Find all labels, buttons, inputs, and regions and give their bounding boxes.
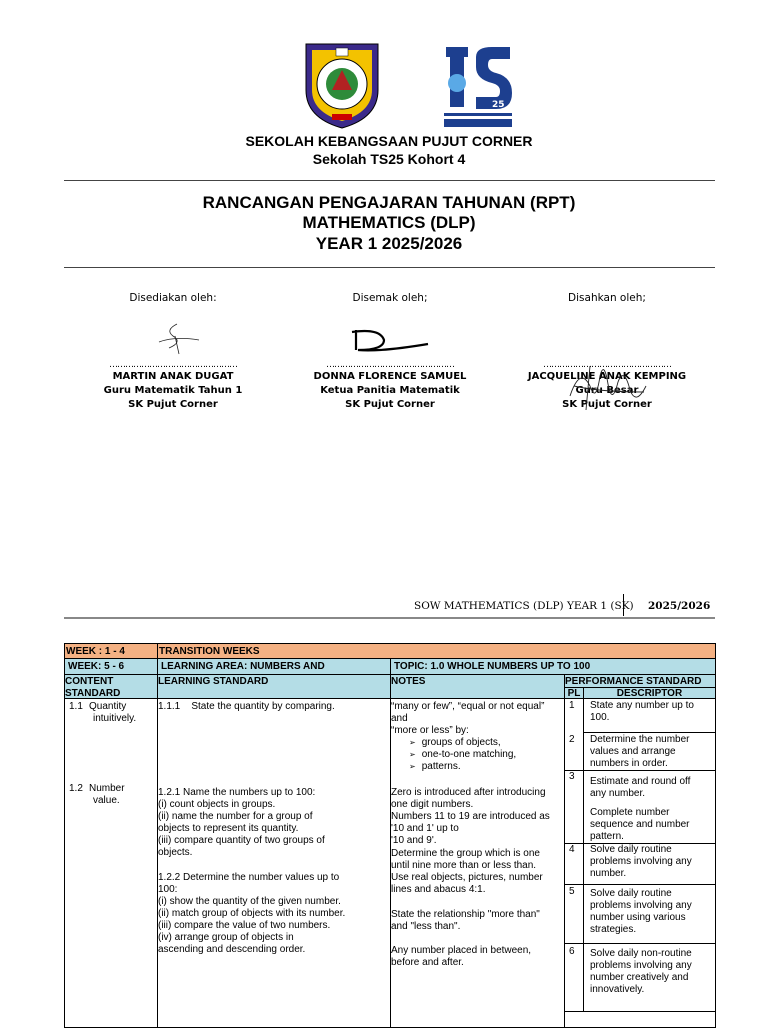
content-standard-line: value. — [93, 795, 120, 806]
descriptor-line: innovatively. — [590, 984, 645, 995]
signature-dots: ………………………………………… — [109, 360, 237, 370]
pl-row-divider — [564, 943, 716, 944]
signature-name: JACQUELINE ANAK KEMPING — [527, 371, 687, 382]
signature-position: Guru Besar — [575, 385, 639, 396]
learning-standard-line: (i) count objects in groups. — [158, 799, 276, 810]
notes-line: Numbers 11 to 19 are introduced as — [391, 811, 550, 822]
descriptor-line: problems involving any — [590, 900, 692, 911]
learning-standard-line: ascending and descending order. — [158, 944, 306, 955]
notes-block-4 — [391, 909, 540, 933]
notes-line: '10 and 1' up to — [391, 823, 459, 834]
sow-header-label: SOW MATHEMATICS (DLP) YEAR 1 (SK) — [414, 600, 634, 612]
signature-position: Ketua Panitia Matematik — [320, 385, 460, 396]
notes-line: State the relationship "more than" — [391, 909, 540, 920]
sow-header-year: 2025/2026 — [648, 600, 711, 612]
learning-standard-line: (iii) compare the value of two numbers. — [158, 920, 331, 931]
notes-line: and "less than". — [391, 921, 461, 932]
notes-block-5 — [391, 945, 531, 969]
transition-weeks-cell: TRANSITION WEEKS — [157, 643, 716, 659]
document-title-line2: MATHEMATICS (DLP) — [302, 213, 476, 232]
notes-line: before and after. — [391, 957, 464, 968]
notes-line: lines and abacus 4:1. — [391, 884, 486, 895]
pl-descriptor-5 — [590, 888, 692, 936]
signature-position: Guru Matematik Tahun 1 — [103, 385, 243, 396]
notes-line: one digit numbers. — [391, 799, 474, 810]
notes-line: Use real objects, pictures, number — [391, 872, 543, 883]
performance-standard-header: PERFORMANCE STANDARD — [564, 674, 716, 688]
week-5-6-cell: WEEK: 5 - 6 — [64, 658, 158, 675]
pl-descriptor-3b — [590, 807, 690, 843]
descriptor-line: numbers in order. — [590, 758, 668, 769]
content-header-line: STANDARD — [65, 688, 121, 699]
handwritten-signature-2 — [350, 326, 430, 356]
signature-role: Disemak oleh; — [352, 292, 428, 304]
descriptor-line: sequence and number — [590, 819, 690, 830]
notes-block-1 — [391, 701, 544, 773]
learning-standard-line: objects. — [158, 847, 193, 858]
descriptor-line: pattern. — [590, 831, 624, 842]
signature-school: SK Pujut Corner — [562, 399, 652, 410]
school-crest-logo — [302, 40, 382, 130]
document-title-line1: RANCANGAN PENGAJARAN TAHUNAN (RPT) — [202, 193, 576, 212]
school-subtitle: Sekolah TS25 Kohort 4 — [312, 151, 466, 167]
pl-number: 4 — [569, 844, 575, 855]
notes-line: “many or few”, “equal or not equal” — [391, 701, 545, 712]
descriptor-line: number. — [590, 868, 627, 879]
content-standard-number: 1.2 — [69, 783, 83, 794]
pl-descriptor-3a — [590, 776, 690, 800]
learning-standard-column — [157, 698, 391, 1028]
pl-descriptor-6 — [590, 948, 692, 996]
notes-line: Any number placed in between, — [391, 945, 532, 956]
descriptor-line: any number. — [590, 788, 646, 799]
content-standard-line: Number — [89, 783, 125, 794]
pl-header: PL — [564, 687, 584, 699]
signature-dots: ………………………………………… — [543, 360, 671, 370]
notes-block-2 — [391, 787, 550, 847]
pl-descriptor-4 — [590, 844, 692, 880]
week-1-4-cell: WEEK : 1 - 4 — [64, 643, 158, 659]
pl-row-divider — [564, 1011, 716, 1012]
signature-role: Disediakan oleh: — [129, 292, 217, 304]
svg-text:25: 25 — [492, 100, 505, 110]
divider-top — [64, 180, 715, 181]
handwritten-signature-1 — [155, 322, 205, 356]
descriptor-line: State any number up to — [590, 700, 694, 711]
notes-line: “more or less” by: — [391, 725, 469, 736]
content-standard-1-2 — [69, 783, 83, 795]
signature-dots: ………………………………………… — [326, 360, 454, 370]
pl-number: 3 — [569, 771, 575, 782]
content-standard-column — [64, 698, 158, 1028]
notes-line: '10 and 9'. — [391, 835, 437, 846]
learning-standard-line: objects to represent its quantity. — [158, 823, 299, 834]
descriptor-header: DESCRIPTOR — [583, 687, 716, 699]
sow-header-rule — [64, 617, 715, 619]
notes-line: and — [391, 713, 408, 724]
topic-cell: TOPIC: 1.0 WHOLE NUMBERS UP TO 100 — [390, 658, 716, 675]
document-title-line3: YEAR 1 2025/2026 — [315, 234, 463, 253]
sow-header-separator — [623, 594, 624, 616]
descriptor-line: values and arrange — [590, 746, 676, 757]
descriptor-line: Solve daily non-routine — [590, 948, 692, 959]
signature-school: SK Pujut Corner — [128, 399, 218, 410]
signature-name: MARTIN ANAK DUGAT — [112, 371, 234, 382]
descriptor-line: number creatively and — [590, 972, 689, 983]
notes-bullet: ➢ one-to-one matching, — [391, 749, 544, 761]
descriptor-line: 100. — [590, 712, 610, 723]
notes-line: Zero is introduced after introducing — [391, 787, 546, 798]
pl-number: 2 — [569, 734, 575, 745]
pl-descriptor-1 — [590, 700, 694, 724]
learning-standard-line: (ii) name the number for a group of — [158, 811, 313, 822]
content-standard-1-1 — [69, 701, 83, 713]
pl-number: 1 — [569, 700, 575, 711]
content-standard-header — [64, 674, 158, 699]
learning-standard-header: LEARNING STANDARD — [157, 674, 391, 699]
learning-area-cell: LEARNING AREA: NUMBERS AND — [157, 658, 391, 675]
pl-number: 6 — [569, 946, 575, 957]
descriptor-line: strategies. — [590, 924, 637, 935]
signature-name: DONNA FLORENCE SAMUEL — [313, 371, 467, 382]
content-standard-1-2-text — [89, 783, 125, 807]
descriptor-line: problems involving any — [590, 856, 692, 867]
descriptor-line: Estimate and round off — [590, 776, 691, 787]
signature-school: SK Pujut Corner — [345, 399, 435, 410]
learning-standard-line: (ii) match group of objects with its number. — [158, 908, 346, 919]
content-standard-line: intuitively. — [93, 713, 137, 724]
learning-standard-1-1-1 — [158, 701, 335, 713]
descriptor-line: Complete number — [590, 807, 670, 818]
divider-bottom — [64, 267, 715, 268]
learning-standard-line: 1.1.1 State the quantity by comparing. — [158, 701, 335, 712]
learning-standard-line: 1.2.2 Determine the number values up to — [158, 872, 340, 883]
descriptor-line: problems involving any — [590, 960, 692, 971]
pl-column — [564, 698, 584, 1012]
descriptor-line: Determine the number — [590, 734, 690, 745]
learning-standard-line: (iii) compare quantity of two groups of — [158, 835, 325, 846]
learning-standard-line: (iv) arrange group of objects in — [158, 932, 294, 943]
pl-descriptor-2 — [590, 734, 690, 770]
descriptor-line: number using various — [590, 912, 686, 923]
learning-standard-line: (i) show the quantity of the given number. — [158, 896, 341, 907]
notes-bullet: ➢ patterns. — [391, 761, 544, 773]
notes-block-3 — [391, 848, 543, 896]
descriptor-line: Solve daily routine — [590, 888, 672, 899]
pl-row-divider — [564, 884, 716, 885]
content-standard-1-1-text — [89, 701, 136, 725]
content-header-line: CONTENT — [65, 676, 114, 687]
notes-bullet: ➢ groups of objects, — [391, 737, 544, 749]
learning-standard-1-2-1 — [158, 787, 325, 859]
notes-line: until nine more than or less than. — [391, 860, 537, 871]
content-standard-line: Quantity — [89, 701, 127, 712]
school-name: SEKOLAH KEBANGSAAN PUJUT CORNER — [245, 133, 533, 149]
pl-row-divider — [564, 770, 716, 771]
ts25-logo — [440, 43, 516, 131]
handwritten-signature-3 — [560, 356, 650, 414]
learning-standard-1-2-2 — [158, 872, 345, 956]
learning-standard-line: 100: — [158, 884, 178, 895]
learning-standard-line: 1.2.1 Name the numbers up to 100: — [158, 787, 316, 798]
content-standard-number: 1.1 — [69, 701, 83, 712]
notes-line: Determine the group which is one — [391, 848, 540, 859]
notes-header: NOTES — [390, 674, 565, 699]
pl-row-divider — [583, 732, 716, 733]
notes-column — [390, 698, 565, 1028]
descriptor-line: Solve daily routine — [590, 844, 672, 855]
pl-number: 5 — [569, 886, 575, 897]
signature-role: Disahkan oleh; — [568, 292, 646, 304]
